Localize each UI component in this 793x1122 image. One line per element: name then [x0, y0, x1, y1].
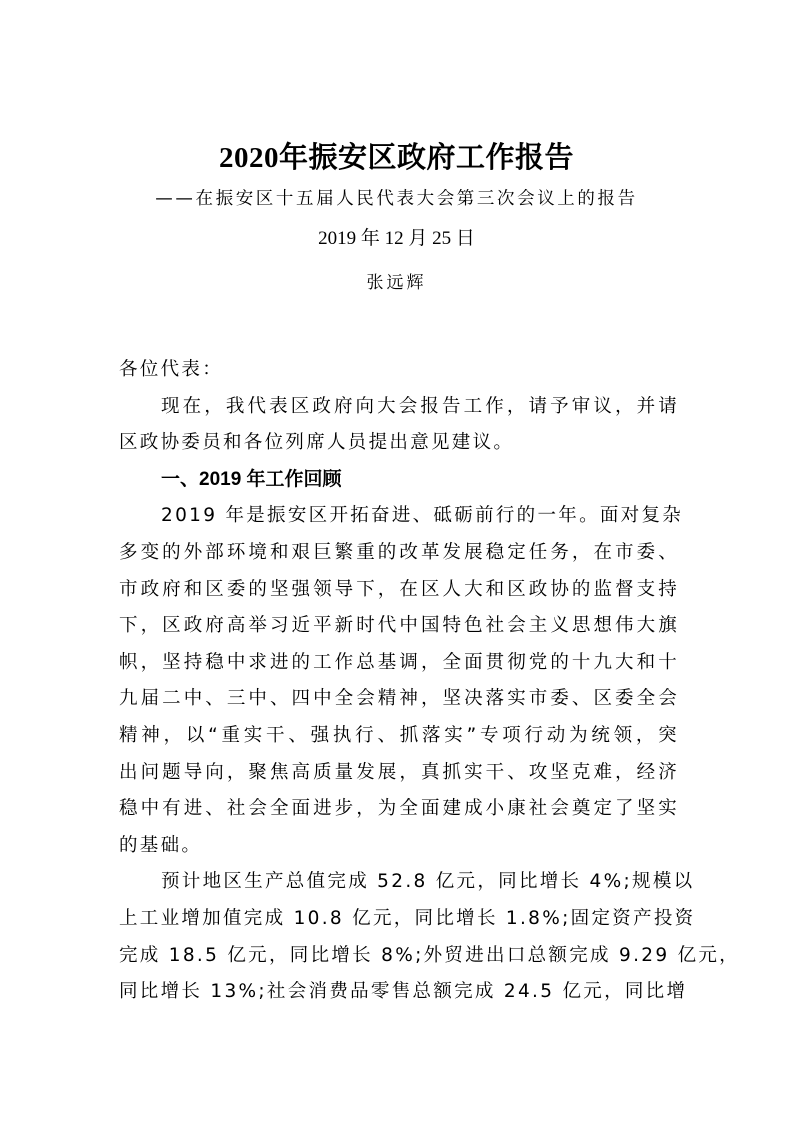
salutation: 各位代表： [119, 359, 224, 380]
document-body [119, 355, 740, 1014]
paragraph-line: 的基础。 [119, 834, 203, 856]
paragraph-line: 完成 18.5 亿元，同比增长 8%;外贸进出口总额完成 9.29 亿元， [119, 944, 740, 966]
document-title: 2020年振安区政府工作报告 [218, 142, 574, 174]
paragraph-line: 出问题导向，聚焦高质量发展，真抓实干、攻坚克难，经济 [119, 761, 679, 783]
paragraph-line: 帜，坚持稳中求进的工作总基调，全面贯彻党的十九大和十 [119, 651, 679, 673]
paragraph-line: 市政府和区委的坚强领导下，在区人大和区政协的监督支持 [119, 578, 679, 600]
intro-line: 现在，我代表区政府向大会报告工作，请予审议，并请 [161, 395, 679, 417]
paragraph-line: 九届二中、三中、四中全会精神，坚决落实市委、区委全会 [119, 688, 679, 710]
intro-line: 区政协委员和各位列席人员提出意见建议。 [119, 432, 515, 454]
paragraph-line: 下，区政府高举习近平新时代中国特色社会主义思想伟大旗 [119, 615, 679, 637]
paragraph-line: 同比增长 13%;社会消费品零售总额完成 24.5 亿元，同比增 [119, 981, 688, 1003]
document-date: 2019 年 12 月 25 日 [318, 228, 475, 249]
document-subtitle: ——在振安区十五届人民代表大会第三次会议上的报告 [155, 189, 638, 209]
paragraph-line: 预计地区生产总值完成 52.8 亿元，同比增长 4%;规模以 [161, 871, 695, 893]
paragraph-line: 多变的外部环境和艰巨繁重的改革发展稳定任务，在市委、 [119, 541, 679, 563]
document-author: 张远辉 [366, 273, 427, 293]
paragraph-line: 精神，以“重实干、强执行、抓落实”专项行动为统领，突 [119, 724, 679, 746]
paragraph-line: 上工业增加值完成 10.8 亿元，同比增长 1.8%;固定资产投资 [119, 907, 696, 929]
paragraph-line: 稳中有进、社会全面进步，为全面建成小康社会奠定了坚实 [119, 798, 679, 820]
section-heading: 一、2019 年工作回顾 [161, 468, 342, 490]
paragraph-line: 2019 年是振安区开拓奋进、砥砺前行的一年。面对复杂 [161, 505, 684, 527]
